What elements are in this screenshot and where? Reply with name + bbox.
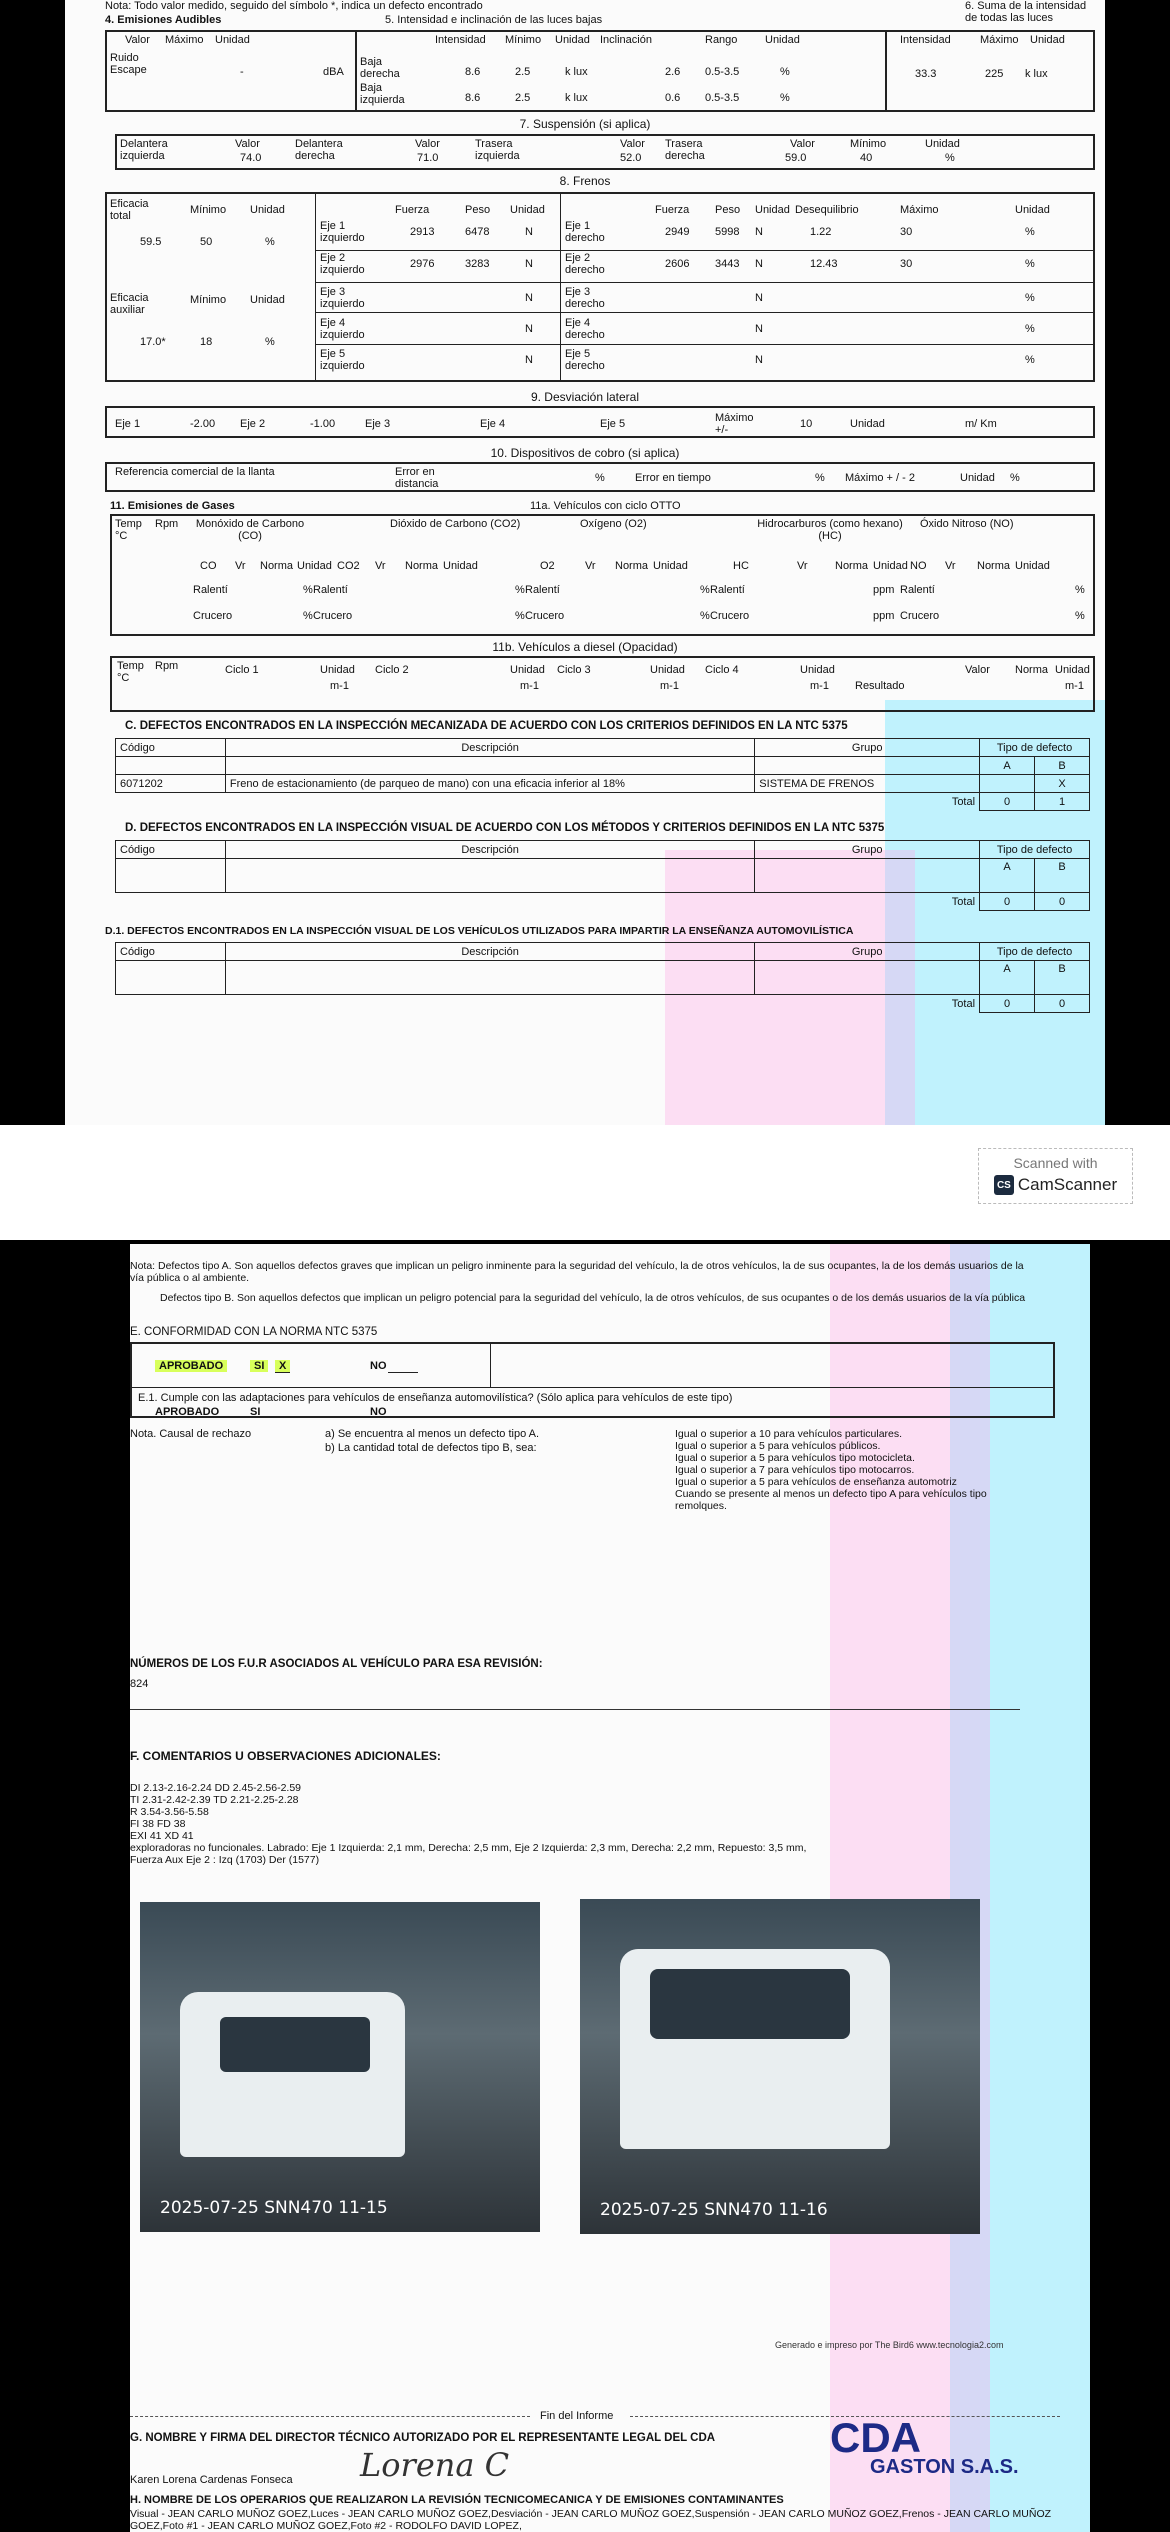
nota-b: Defectos tipo B. Son aquellos defectos que implican un peligro potencial para la seguridad del vehículo, la de otros vehículos, de sus ocupantes o de los demás usuarios de la vía pública (160, 1292, 1026, 1304)
cda-stamp-name: GASTON S.A.S. (870, 2456, 1019, 2478)
brake-force-left: 2976 (410, 258, 435, 270)
sub-unidad: Unidad (653, 560, 688, 572)
eficacia-aux-unit-label: Unidad (250, 294, 285, 306)
eficacia-total-label: Eficacia total (110, 198, 149, 222)
co2-pct: % (515, 584, 525, 596)
eje2-label: Eje 2 (240, 418, 266, 430)
si-label: SI (250, 1360, 268, 1372)
sub-norma: Norma (260, 560, 294, 572)
eje5-label: Eje 5 (600, 418, 626, 430)
total-a: 0 (980, 793, 1035, 811)
brake-force-right: 2949 (665, 226, 690, 238)
sub-unidad: Unidad (297, 560, 332, 572)
brake-unit-right: N (755, 226, 763, 238)
sub-hc: HC (733, 560, 749, 572)
lights-header-0: Intensidad (435, 34, 486, 46)
total-label: Total (116, 893, 980, 911)
comments-block (130, 1782, 1060, 1866)
operarios-list: Visual - JEAN CARLO MUÑOZ GOEZ,Luces - JEAN CARLO MUÑOZ GOEZ,Desviación - JEAN CARLO MUÑOZ GOEZ,Suspensión - JEAN CARLO MUÑOZ GOEZ,Frenos - JEAN CARLO MUÑOZ GOEZ,Foto #1 - JEAN CARLO MUÑOZ GOEZ,Foto #2 - RODOLFO DAVID LOPEZ, (130, 2508, 1052, 2532)
co2-label: Dióxido de Carbono (CO2) (390, 518, 521, 530)
secD1-table (115, 942, 1090, 1013)
susp-value: 59.0 (785, 152, 807, 164)
brake-axle-right-label: Eje 4 derecho (565, 317, 605, 341)
comment-line: DI 2.13-2.16-2.24 DD 2.45-2.56-2.59 (130, 1782, 302, 1794)
o2-crucero: Crucero (525, 610, 565, 622)
eficacia-aux-unit: % (265, 336, 275, 348)
brake-unit-left: N (525, 354, 533, 366)
m1: m-1 (810, 680, 829, 692)
sec5-title: 5. Intensidad e inclinación de las luces bajas (385, 14, 603, 26)
co2-crucero: Crucero (313, 610, 353, 622)
no-pct: % (1075, 610, 1085, 622)
brake-weight-left: 6478 (465, 226, 490, 238)
light-unit: k lux (565, 92, 588, 104)
cobro-time-label: Error en tiempo (635, 472, 711, 484)
total-a: 0 (980, 893, 1035, 911)
susp-value: 71.0 (417, 152, 439, 164)
hc-ppm: ppm (873, 610, 895, 622)
cobro-unit: % (1010, 472, 1020, 484)
secE-title: E. CONFORMIDAD CON LA NORMA NTC 5375 (130, 1326, 378, 1338)
nota-a: Nota: Defectos tipo A. Son aquellos defectos graves que implican un peligro inminente para la seguridad del vehículo, la de otros vehículos, la de sus ocupantes, la de los demás usuarios de la vía pública o al ambiente. (130, 1260, 1024, 1284)
causal-list-item: Igual o superior a 5 para vehículos públicos. (675, 1440, 881, 1452)
header-tipo: Tipo de defecto (980, 943, 1090, 961)
light-unit2: % (780, 66, 790, 78)
o2-ralenti: Ralentí (525, 584, 560, 596)
sub-norma: Norma (405, 560, 439, 572)
brake-unit-left: N (525, 323, 533, 335)
diesel-rpm: Rpm (155, 660, 179, 672)
fuerza-label: Fuerza (655, 204, 690, 216)
brake-axle-left-label: Eje 1 izquierdo (320, 220, 365, 244)
header-a: A (980, 961, 1035, 995)
resultado: Resultado (855, 680, 905, 692)
secC-title: C. DEFECTOS ENCONTRADOS EN LA INSPECCIÓN MECANIZADA DE ACUERDO CON LOS CRITERIOS DEFINIDOS EN LA NTC 5375 (125, 720, 848, 732)
desv-max-label: Máximo +/- (715, 412, 754, 436)
brake-imbalance-unit: % (1025, 226, 1035, 238)
brake-axle-left-label: Eje 2 izquierdo (320, 252, 365, 276)
brake-unit-right: N (755, 354, 763, 366)
cobro-ref-label: Referencia comercial de la llanta (115, 466, 275, 478)
causal-list-item: Cuando se presente al menos un defecto tipo A para vehículos tipo remolques. (675, 1488, 987, 1512)
light-unit2: % (780, 92, 790, 104)
brake-imbalance-max: 30 (900, 258, 913, 270)
peso-label: Peso (465, 204, 491, 216)
sum-header-2: Unidad (1030, 34, 1065, 46)
m1: m-1 (330, 680, 349, 692)
m1: m-1 (1065, 680, 1084, 692)
causal-list-item: Igual o superior a 10 para vehículos particulares. (675, 1428, 903, 1440)
header-tipo: Tipo de defecto (980, 739, 1090, 757)
sub-vr: Vr (235, 560, 246, 572)
secH-title: H. NOMBRE DE LOS OPERARIOS QUE REALIZARON LA REVISIÓN TECNICOMECANICA Y DE EMISIONES CONTAMINANTES (130, 2494, 784, 2506)
hc-label: Hidrocarburos (como hexano) (HC) (757, 518, 903, 542)
secD1-title: D.1. DEFECTOS ENCONTRADOS EN LA INSPECCIÓN VISUAL DE LOS VEHÍCULOS UTILIZADOS PARA IMPARTIR LA ENSEÑANZA AUTOMOVILÍSTICA (105, 925, 854, 937)
sum-intensity: 33.3 (915, 68, 937, 80)
camscanner-name: CamScanner (1017, 1175, 1118, 1194)
co2-pct: % (515, 610, 525, 622)
sub-vr: Vr (585, 560, 596, 572)
row-grupo: SISTEMA DE FRENOS (755, 775, 980, 793)
sum-max: 225 (985, 68, 1004, 80)
light-intensity: 8.6 (465, 66, 481, 78)
eficacia-min-label: Mínimo (190, 204, 227, 216)
no-crucero: Crucero (900, 610, 940, 622)
brake-imbalance-max: 30 (900, 226, 913, 238)
co-crucero: Crucero (193, 610, 233, 622)
aprobado-label: APROBADO (155, 1360, 227, 1372)
sub-unidad: Unidad (443, 560, 478, 572)
cobro-pct: % (595, 472, 605, 484)
header-descripcion: Descripción (225, 943, 754, 961)
sec11a-title: 11a. Vehículos con ciclo OTTO (530, 500, 681, 512)
comment-line: R 3.54-3.56-5.58 (130, 1806, 209, 1818)
brake-force-left: 2913 (410, 226, 435, 238)
header-b: B (1035, 961, 1090, 995)
fin-informe: Fin del Informe (540, 2410, 614, 2422)
eje2-value: -1.00 (310, 418, 336, 430)
sub-co2: CO2 (337, 560, 360, 572)
susp-unit: % (945, 152, 955, 164)
fur-value: 824 (130, 1678, 149, 1690)
scanned-with-label: Scanned with (1013, 1155, 1098, 1171)
causal-list-item: Igual o superior a 7 para vehículos tipo motocarros. (675, 1464, 915, 1476)
e1-aprobado: APROBADO (155, 1406, 220, 1418)
lights-header-5: Unidad (765, 34, 800, 46)
no-pct: % (1075, 584, 1085, 596)
audible-unit: dBA (323, 66, 344, 78)
eficacia-aux-value: 17.0* (140, 336, 166, 348)
brake-axle-right-label: Eje 2 derecho (565, 252, 605, 276)
eje1-value: -2.00 (190, 418, 216, 430)
comment-line: TI 2.31-2.42-2.39 TD 2.21-2.25-2.28 (130, 1794, 299, 1806)
eje1-label: Eje 1 (115, 418, 141, 430)
scanned-page-2 (130, 1244, 1090, 2532)
co2-ralenti: Ralentí (313, 584, 348, 596)
eficacia-total-unit: % (265, 236, 275, 248)
brake-imbalance-unit: % (1025, 292, 1035, 304)
comment-line: Fuerza Aux Eje 2 : Izq (1703) Der (1577) (130, 1854, 320, 1866)
sub-norma: Norma (977, 560, 1011, 572)
sum-header-1: Máximo (980, 34, 1019, 46)
vehicle-photo-2 (580, 1899, 980, 2234)
brake-unit-left: N (525, 226, 533, 238)
comment-line: FI 38 FD 38 (130, 1818, 186, 1830)
audible-header-valor: Valor (125, 34, 150, 46)
table-row (116, 775, 1090, 793)
eje4-label: Eje 4 (480, 418, 506, 430)
row-a (980, 775, 1035, 793)
cobro-unit-label: Unidad (960, 472, 995, 484)
header-descripcion: Descripción (225, 841, 754, 859)
divider (885, 30, 887, 112)
sec11b-title: 11b. Vehículos a diesel (Opacidad) (492, 640, 678, 654)
brake-imbalance: 12.43 (810, 258, 838, 270)
lights-header-3: Inclinación (600, 34, 652, 46)
sec4-title: 4. Emisiones Audibles (105, 14, 222, 26)
director-name: Karen Lorena Cardenas Fonseca (130, 2474, 293, 2486)
brake-weight-right: 5998 (715, 226, 740, 238)
ciclo2: Ciclo 2 (375, 664, 409, 676)
susp-valor-label: Valor (415, 138, 440, 150)
otto-rpm: Rpm (155, 518, 179, 530)
susp-label: Delantera derecha (295, 138, 343, 162)
brake-axle-right-label: Eje 3 derecho (565, 286, 605, 310)
eficacia-total-min: 50 (200, 236, 213, 248)
header-grupo: Grupo (755, 739, 980, 757)
eficacia-aux-label: Eficacia auxiliar (110, 292, 149, 316)
fur-title: NÚMEROS DE LOS F.U.R ASOCIADOS AL VEHÍCULO PARA ESA REVISIÓN: (130, 1658, 543, 1670)
desv-unit-label: Unidad (850, 418, 885, 430)
peso-label: Peso (715, 204, 741, 216)
causal-a: a) Se encuentra al menos un defecto tipo A. (325, 1428, 540, 1440)
total-b: 1 (1035, 793, 1090, 811)
secD-table (115, 840, 1090, 911)
unidad: Unidad (650, 664, 685, 676)
header-grupo: Grupo (755, 841, 980, 859)
susp-label: Trasera izquierda (475, 138, 520, 162)
cobro-pct: % (815, 472, 825, 484)
row-codigo: 6071202 (116, 775, 226, 793)
hc-ralenti: Ralentí (710, 584, 745, 596)
secG-title: G. NOMBRE Y FIRMA DEL DIRECTOR TÉCNICO AUTORIZADO POR EL REPRESENTANTE LEGAL DEL CDA (130, 2432, 716, 2444)
secF-title: F. COMENTARIOS U OBSERVACIONES ADICIONALES: (130, 1749, 441, 1763)
causal-list (675, 1428, 1005, 1512)
director-signature: Lorena C (360, 2446, 510, 2484)
comment-line: EXI 41 XD 41 (130, 1830, 194, 1842)
si-checkmark: X (275, 1360, 290, 1373)
header-codigo: Código (116, 739, 226, 757)
light-intensity: 8.6 (465, 92, 481, 104)
light-unit: k lux (565, 66, 588, 78)
row-b: X (1035, 775, 1090, 793)
brake-unit-right: N (755, 323, 763, 335)
o2-pct: % (700, 610, 710, 622)
susp-label: Trasera derecha (665, 138, 705, 162)
sub-unidad: Unidad (873, 560, 908, 572)
header-descripcion: Descripción (225, 739, 754, 757)
audible-header-unidad: Unidad (215, 34, 250, 46)
brake-unit-left: N (525, 292, 533, 304)
total-b: 0 (1035, 995, 1090, 1013)
light-inclination: 2.6 (665, 66, 681, 78)
header-b: B (1035, 757, 1090, 775)
header-codigo: Código (116, 943, 226, 961)
brake-axle-left-label: Eje 5 izquierdo (320, 348, 365, 372)
sub-vr: Vr (375, 560, 386, 572)
susp-label: Delantera izquierda (120, 138, 168, 162)
sub-norma: Norma (835, 560, 869, 572)
susp-min-label: Mínimo (850, 138, 887, 150)
total-label: Total (116, 995, 980, 1013)
lights-header-2: Unidad (555, 34, 590, 46)
co-label: Monóxido de Carbono (CO) (195, 518, 305, 542)
sub-o2: O2 (540, 560, 555, 572)
light-row-label: Baja derecha (360, 56, 400, 80)
brake-unit-left: N (525, 258, 533, 270)
sub-vr: Vr (945, 560, 956, 572)
light-inclination: 0.6 (665, 92, 681, 104)
o2-label: Oxígeno (O2) (580, 518, 647, 530)
total-b: 0 (1035, 893, 1090, 911)
diesel-valor: Valor (965, 664, 990, 676)
comment-line: exploradoras no funcionales. Labrado: Eje 1 Izquierda: 2,1 mm, Derecha: 2,5 mm, Eje 2 Izquierda: 2,3 mm, Derecha: 2,2 mm, Repuesto: 3,5 mm, (130, 1842, 807, 1854)
brake-axle-left-label: Eje 3 izquierdo (320, 286, 365, 310)
top-note: Nota: Todo valor medido, seguido del símbolo *, indica un defecto encontrado (105, 0, 483, 12)
eficacia-aux-min: 18 (200, 336, 213, 348)
sub-vr: Vr (797, 560, 808, 572)
causal-b: b) La cantidad total de defectos tipo B, sea: (325, 1442, 537, 1454)
desv-max: 10 (800, 418, 813, 430)
ciclo1: Ciclo 1 (225, 664, 259, 676)
causal-list-item: Igual o superior a 5 para vehículos de enseñanza automotriz (675, 1476, 957, 1488)
header-tipo: Tipo de defecto (980, 841, 1090, 859)
sum-header-0: Intensidad (900, 34, 951, 46)
brake-weight-left: 3283 (465, 258, 490, 270)
causal-list-item: Igual o superior a 5 para vehículos tipo motocicleta. (675, 1452, 915, 1464)
brake-unit-right: N (755, 258, 763, 270)
e1-si: SI (250, 1406, 261, 1418)
diesel-unidad: Unidad (1055, 664, 1090, 676)
brake-imbalance: 1.22 (810, 226, 832, 238)
divider (355, 30, 357, 112)
header-grupo: Grupo (755, 943, 980, 961)
hc-ppm: ppm (873, 584, 895, 596)
desv-unit: m/ Km (965, 418, 997, 430)
susp-value: 52.0 (620, 152, 642, 164)
eficacia-unit-label: Unidad (250, 204, 285, 216)
desequilibrio-label: Desequilibrio (795, 204, 859, 216)
sec7-title: 7. Suspensión (si aplica) (519, 117, 651, 131)
diesel-norma: Norma (1015, 664, 1049, 676)
sub-unidad: Unidad (1015, 560, 1050, 572)
sec8-title: 8. Frenos (559, 174, 611, 188)
brake-axle-left-label: Eje 4 izquierdo (320, 317, 365, 341)
no-label: NO (370, 1360, 387, 1372)
light-min: 2.5 (515, 92, 531, 104)
causal-label: Nota. Causal de rechazo (130, 1428, 252, 1440)
camscanner-logo-icon: CS (994, 1175, 1014, 1195)
audible-header-maximo: Máximo (165, 34, 204, 46)
light-row-label: Baja izquierda (360, 82, 405, 106)
light-range: 0.5-3.5 (705, 92, 740, 104)
hc-crucero: Crucero (710, 610, 750, 622)
header-a: A (980, 859, 1035, 893)
eficacia-total-value: 59.5 (140, 236, 162, 248)
total-label: Total (116, 793, 980, 811)
cda-stamp: CDA (830, 2414, 921, 2461)
sec6-title: 6. Suma de la intensidad de todas las luces (965, 0, 1087, 24)
sum-unit: k lux (1025, 68, 1048, 80)
ciclo4: Ciclo 4 (705, 664, 739, 676)
ciclo3: Ciclo 3 (557, 664, 591, 676)
sec9-title: 9. Desviación lateral (530, 390, 640, 404)
cobro-dist-label: Error en distancia (395, 466, 439, 490)
eficacia-aux-min-label: Mínimo (190, 294, 227, 306)
brake-imbalance-unit: % (1025, 258, 1035, 270)
susp-min: 40 (860, 152, 873, 164)
photo-2-caption: 2025-07-25 SNN470 11-16 (600, 2200, 828, 2220)
susp-valor-label: Valor (235, 138, 260, 150)
fuerza-label: Fuerza (395, 204, 430, 216)
susp-unit-label: Unidad (925, 138, 960, 150)
unidad: Unidad (510, 664, 545, 676)
secD-title: D. DEFECTOS ENCONTRADOS EN LA INSPECCIÓN VISUAL DE ACUERDO CON LOS MÉTODOS Y CRITERIOS DEFINIDOS EN LA NTC 5375 (125, 822, 885, 834)
m1: m-1 (520, 680, 539, 692)
sub-norma: Norma (615, 560, 649, 572)
no-label: Óxido Nitroso (NO) (920, 518, 1014, 530)
brake-imbalance-unit: % (1025, 354, 1035, 366)
camscanner-badge (978, 1148, 1133, 1204)
total-a: 0 (980, 995, 1035, 1013)
lights-header-1: Mínimo (505, 34, 542, 46)
unidad: Unidad (800, 664, 835, 676)
audible-max: - (240, 66, 244, 78)
susp-valor-label: Valor (620, 138, 645, 150)
unidad-label: Unidad (510, 204, 545, 216)
generated-footer: Generado e impreso por The Bird6 www.tecnologia2.com (775, 2340, 1004, 2350)
no-ralenti: Ralentí (900, 584, 935, 596)
vehicle-photo-1 (140, 1902, 540, 2232)
unidad-label: Unidad (755, 204, 790, 216)
light-range: 0.5-3.5 (705, 66, 740, 78)
susp-valor-label: Valor (790, 138, 815, 150)
otto-temp: Temp °C (115, 518, 142, 542)
row-descripcion: Freno de estacionamiento (de parqueo de mano) con una eficacia inferior al 18% (225, 775, 754, 793)
diesel-temp: Temp °C (117, 660, 144, 684)
secC-table (115, 738, 1090, 811)
maximo-label: Máximo (900, 204, 939, 216)
unidad: Unidad (320, 664, 355, 676)
e1-question: E.1. Cumple con las adaptaciones para vehículos de enseñanza automovilística? (Sólo aplica para vehículos de este tipo) (138, 1392, 733, 1404)
audible-label: Ruido Escape (110, 52, 147, 76)
brake-axle-right-label: Eje 1 derecho (565, 220, 605, 244)
sub-no: NO (910, 560, 927, 572)
susp-value: 74.0 (240, 152, 262, 164)
brake-imbalance-unit: % (1025, 323, 1035, 335)
header-b: B (1035, 859, 1090, 893)
header-a: A (980, 757, 1035, 775)
lights-header-4: Rango (705, 34, 738, 46)
e1-no: NO (370, 1406, 387, 1418)
sec11-title: 11. Emisiones de Gases (110, 500, 235, 512)
unidad-label: Unidad (1015, 204, 1050, 216)
camscanner-brand (979, 1175, 1132, 1195)
sub-co: CO (200, 560, 217, 572)
brake-force-right: 2606 (665, 258, 690, 270)
eje3-label: Eje 3 (365, 418, 391, 430)
brake-axle-right-label: Eje 5 derecho (565, 348, 605, 372)
m1: m-1 (660, 680, 679, 692)
light-min: 2.5 (515, 66, 531, 78)
co-ralenti: Ralentí (193, 584, 228, 596)
co-pct: % (303, 584, 313, 596)
o2-pct: % (700, 584, 710, 596)
brake-unit-right: N (755, 292, 763, 304)
header-codigo: Código (116, 841, 226, 859)
photo-1-caption: 2025-07-25 SNN470 11-15 (160, 2198, 388, 2218)
brake-weight-right: 3443 (715, 258, 740, 270)
sec10-title: 10. Dispositivos de cobro (si aplica) (490, 446, 680, 460)
cobro-max-label: Máximo + / - 2 (845, 472, 915, 484)
co-pct: % (303, 610, 313, 622)
scanned-page-1 (65, 0, 1105, 1125)
